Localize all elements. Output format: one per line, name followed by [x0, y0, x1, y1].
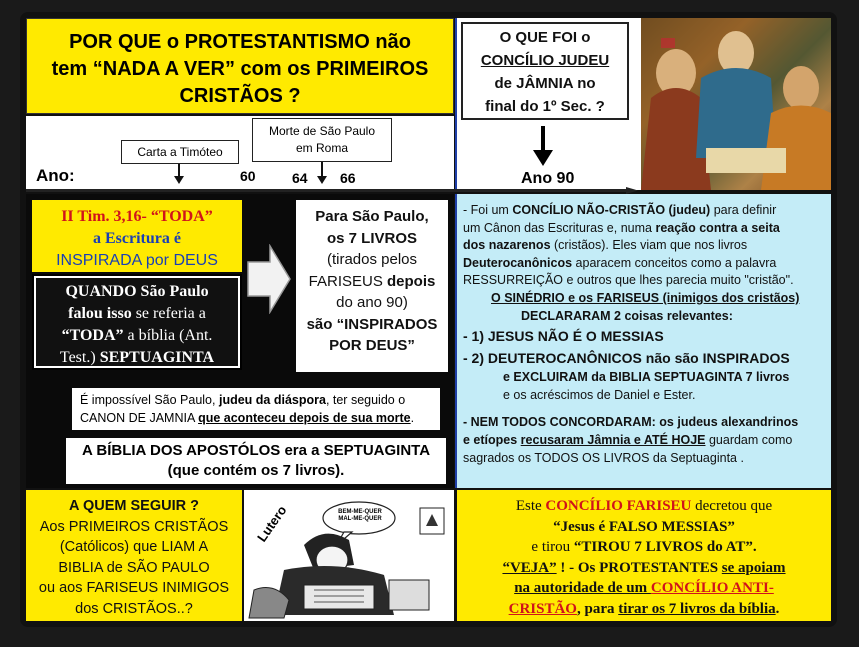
jam-p5: RESSURREIÇÃO e outros que lhes parecia muito "cristão". — [463, 273, 794, 288]
quando-line-1: QUANDO São Paulo — [65, 283, 209, 300]
fariseu-l1-b: CONCÍLIO FARISEU — [545, 498, 692, 514]
jam-p6: O SINÉDRIO e os FARISEUS (inimigos dos cristãos) — [491, 290, 800, 305]
title-line-1: POR QUE o PROTESTANTISMO não — [69, 31, 411, 53]
carta-timoteo-text: Carta a Timóteo — [137, 145, 223, 159]
impossivel-e: que aconteceu depois de sua morte — [198, 411, 411, 425]
jam-p7: DECLARARAM 2 coisas relevantes: — [521, 308, 733, 323]
jam-p14: sagrados os TODOS OS LIVROS da Septuaginta . — [463, 450, 744, 465]
jam-p4-a: Deuterocanônicos — [463, 255, 573, 270]
quando-line-2b: se referia a — [131, 305, 206, 322]
fariseu-l1-a: Este — [515, 498, 546, 514]
biblia-apostolos-box — [66, 438, 446, 484]
biblia-line-2: (que contém os 7 livros). — [167, 462, 345, 479]
question-line-3: de JÂMNIA no — [494, 75, 596, 92]
impossivel-b: judeu da diáspora — [218, 393, 326, 407]
morte-sao-paulo-text: Morte de São Paulo em Roma — [268, 124, 376, 155]
a-quem-seguir-box — [26, 490, 242, 621]
fariseu-l2: “Jesus é FALSO MESSIAS” — [553, 518, 735, 535]
jamnia-explanation-panel — [457, 194, 831, 488]
tick-66: 66 — [340, 170, 356, 186]
para-line-4a: FARISEUS — [308, 272, 387, 290]
jam-p1-a: - Foi um — [463, 203, 513, 217]
tim-line-2: a Escritura é — [93, 230, 181, 247]
jam-p10: e EXCLUIRAM da BIBLIA SEPTUAGINTA 7 livros — [503, 370, 790, 385]
tim-line-3: INSPIRADA por DEUS — [56, 252, 218, 269]
para-sao-paulo-box — [296, 200, 448, 372]
question-panel — [457, 18, 641, 190]
quando-line-3a: “TODA” — [61, 327, 124, 344]
jam-p2-a: um Cânon das Escrituras e, numa — [463, 220, 656, 235]
impossivel-f: . — [410, 411, 415, 425]
fariseu-l1-c: decretou que — [691, 498, 773, 514]
lutero-label: Lutero — [254, 502, 290, 545]
jam-p3-a: dos nazarenos — [463, 238, 551, 253]
down-arrow-icon — [457, 18, 641, 190]
infographic-board — [20, 12, 837, 627]
para-line-7: POR DEUS” — [329, 337, 415, 354]
tim-quote-box — [32, 200, 242, 272]
jam-p13-c: guardam como — [705, 432, 793, 447]
para-line-2: os 7 LIVROS — [326, 229, 418, 247]
impossivel-d: CANON DE JAMNIA — [80, 411, 199, 425]
fariseu-l6-a: CRISTÃO — [508, 600, 577, 617]
para-line-4b: depois — [387, 272, 436, 290]
fariseu-l5-a: na autoridade de um — [514, 580, 651, 596]
seguir-line-4: BIBLIA de SÃO PAULO — [58, 559, 210, 576]
seguir-line-5: ou aos FARISEUS INIMIGOS — [38, 580, 230, 596]
impossivel-c: , ter seguido o — [325, 393, 406, 407]
para-line-3: (tirados pelos — [326, 251, 418, 268]
jam-p13-a: e etíopes — [463, 432, 521, 447]
title-line-3: CRISTÃOS ? — [179, 85, 301, 107]
jam-p12-b: os judeus alexandrinos — [659, 415, 799, 430]
jam-p2-b: reação contra a seita — [655, 220, 780, 235]
quando-line-4a: Test.) — [59, 349, 100, 366]
jam-p12-a: - NEM TODOS CONCORDARAM: — [463, 415, 660, 430]
quando-line-3b: a bíblia (Ant. — [123, 327, 213, 344]
fariseu-l6-d: . — [775, 600, 780, 617]
quando-inner-border — [34, 276, 240, 368]
jam-p1-b: CONCÍLIO NÃO-CRISTÃO (judeu) — [512, 203, 711, 217]
scholars-painting — [641, 18, 831, 190]
jam-p3-b: (cristãos). Eles viam que nos livros — [550, 238, 748, 253]
ano-90-label: Ano 90 — [521, 170, 575, 187]
fariseu-l5-b: CONCÍLIO ANTI- — [650, 580, 774, 596]
tim-line-1: II Tim. 3,16- “TODA” — [61, 208, 213, 225]
timeline-band — [26, 116, 454, 190]
jam-p1-c: para definir — [710, 203, 777, 217]
para-line-6: são “INSPIRADOS — [306, 315, 438, 333]
seguir-line-6: dos CRISTÃOS..? — [75, 600, 193, 617]
seguir-line-1: A QUEM SEGUIR ? — [69, 498, 199, 514]
impossivel-a: É impossível São Paulo, — [80, 393, 219, 407]
concilio-fariseu-box — [457, 490, 831, 621]
cartoon-bubble-text: BEM-ME-QUER MAL-ME-QUER — [338, 509, 382, 522]
jam-p4-b: aparacem conceitos como a palavra — [572, 255, 777, 270]
question-line-1: O QUE FOI o — [499, 29, 591, 46]
jam-p13-b: recusaram Jâmnia e ATÉ HOJE — [520, 432, 706, 447]
seguir-line-3: (Católicos) que LIAM A — [59, 539, 209, 555]
fariseu-l3-b: “TIROU 7 LIVROS do AT”. — [573, 539, 757, 555]
painting-image — [641, 18, 831, 190]
fariseu-l4-b: ! - Os PROTESTANTES — [556, 559, 722, 576]
middle-left-panel — [26, 194, 454, 488]
title-box — [26, 18, 454, 114]
fariseu-l3-a: e tirou — [531, 539, 574, 555]
ano-label: Ano: — [36, 166, 75, 185]
right-arrow-icon — [246, 244, 292, 314]
title-line-2: tem “NADA A VER” com os PRIMEIROS — [51, 58, 429, 80]
tick-60: 60 — [240, 168, 256, 184]
biblia-line-1: A BÍBLIA DOS APOSTÓLOS era a SEPTUAGINTA — [81, 442, 431, 459]
quando-line-2a: falou isso — [68, 305, 132, 322]
jam-p8: - 1) JESUS NÃO É O MESSIAS — [463, 328, 664, 345]
quando-line-4b: SEPTUAGINTA — [99, 349, 215, 366]
question-line-2: CONCÍLIO JUDEU — [480, 52, 610, 69]
para-line-5: do ano 90) — [336, 294, 408, 311]
impossivel-box — [72, 388, 440, 430]
para-line-1: Para São Paulo, — [315, 208, 429, 225]
seguir-line-2: Aos PRIMEIROS CRISTÃOS — [39, 518, 229, 535]
fariseu-l4-c: se apoiam — [721, 559, 786, 576]
fariseu-l6-b: , para — [576, 600, 619, 617]
tick-64: 64 — [292, 170, 308, 186]
jam-p9: - 2) DEUTEROCANÔNICOS não são INSPIRADOS — [463, 350, 790, 367]
question-line-4: final do 1º Sec. ? — [485, 98, 605, 115]
fariseu-l4-a: “VEJA” — [502, 559, 557, 576]
jam-p11: e os acréscimos de Daniel e Ester. — [503, 387, 696, 402]
fariseu-l6-c: tirar os 7 livros da bíblia — [618, 600, 776, 617]
lutero-cartoon — [244, 490, 454, 621]
